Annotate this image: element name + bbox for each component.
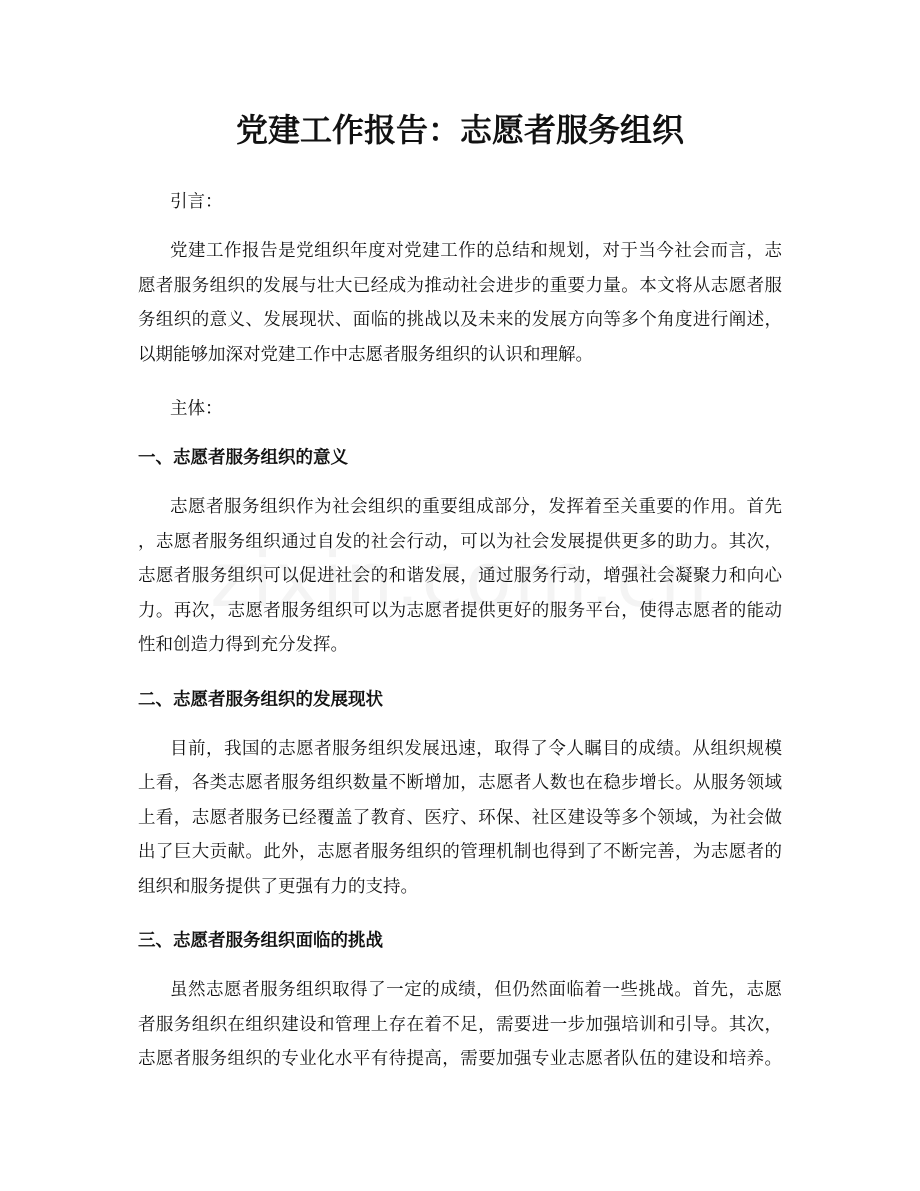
document-title: 党建工作报告：志愿者服务组织 [235,111,684,149]
paragraph-line: 出了巨大贡献。此外，志愿者服务组织的管理机制也得到了不断完善，为志愿者的 [138,842,782,862]
paragraph-line: 志愿者服务组织的专业化水平有待提高，需要加强专业志愿者队伍的建设和培养。 [138,1049,782,1069]
paragraph-line: 志愿者服务组织作为社会组织的重要组成部分，发挥着至关重要的作用。首先 [170,497,782,517]
paragraph-line: 虽然志愿者服务组织取得了一定的成绩，但仍然面临着一些挑战。首先，志愿 [170,980,782,1000]
paragraph-line: ，志愿者服务组织通过自发的社会行动，可以为社会发展提供更多的助力。其次， [138,531,782,552]
paragraph-line: 者服务组织在组织建设和管理上存在着不足，需要进一步加强培训和引导。其次， [138,1014,782,1035]
paragraph-line: 务组织的意义、发展现状、面临的挑战以及未来的发展方向等多个角度进行阐述， [138,310,782,330]
intro-paragraph [138,234,782,372]
paragraph-line: 性和创造力得到充分发挥。 [138,635,348,655]
section-paragraph-challenges [138,973,782,1077]
paragraph-line: 党建工作报告是党组织年度对党建工作的总结和规划，对于当今社会而言，志 [170,241,782,261]
body-label: 主体： [170,399,223,419]
paragraph-line: 以期能够加深对党建工作中志愿者服务组织的认识和理解。 [138,344,593,365]
section-heading-significance: 一、志愿者服务组织的意义 [138,448,348,468]
section-paragraph-status [138,732,782,905]
paragraph-line: 组织和服务提供了更强有力的支持。 [138,876,418,897]
section-heading-status: 二、志愿者服务组织的发展现状 [138,689,383,710]
paragraph-line: 志愿者服务组织可以促进社会的和谐发展，通过服务行动，增强社会凝聚力和向心 [138,566,782,586]
paragraph-line: 上看，各类志愿者服务组织数量不断增加，志愿者人数也在稳步增长。从服务领域 [138,773,782,793]
paragraph-line: 目前，我国的志愿者服务组织发展迅速，取得了令人瞩目的成绩。从组织规模 [170,738,782,759]
document-content [138,100,782,1097]
section-heading-challenges: 三、志愿者服务组织面临的挑战 [138,931,383,951]
paragraph-line: 力。再次，志愿者服务组织可以为志愿者提供更好的服务平台，使得志愿者的能动 [138,600,782,621]
section-paragraph-significance [138,490,782,663]
intro-label: 引言： [170,192,223,212]
paragraph-line: 上看，志愿者服务已经覆盖了教育、医疗、环保、社区建设等多个领域，为社会做 [138,807,782,828]
paragraph-line: 愿者服务组织的发展与壮大已经成为推动社会进步的重要力量。本文将从志愿者服 [138,275,782,296]
